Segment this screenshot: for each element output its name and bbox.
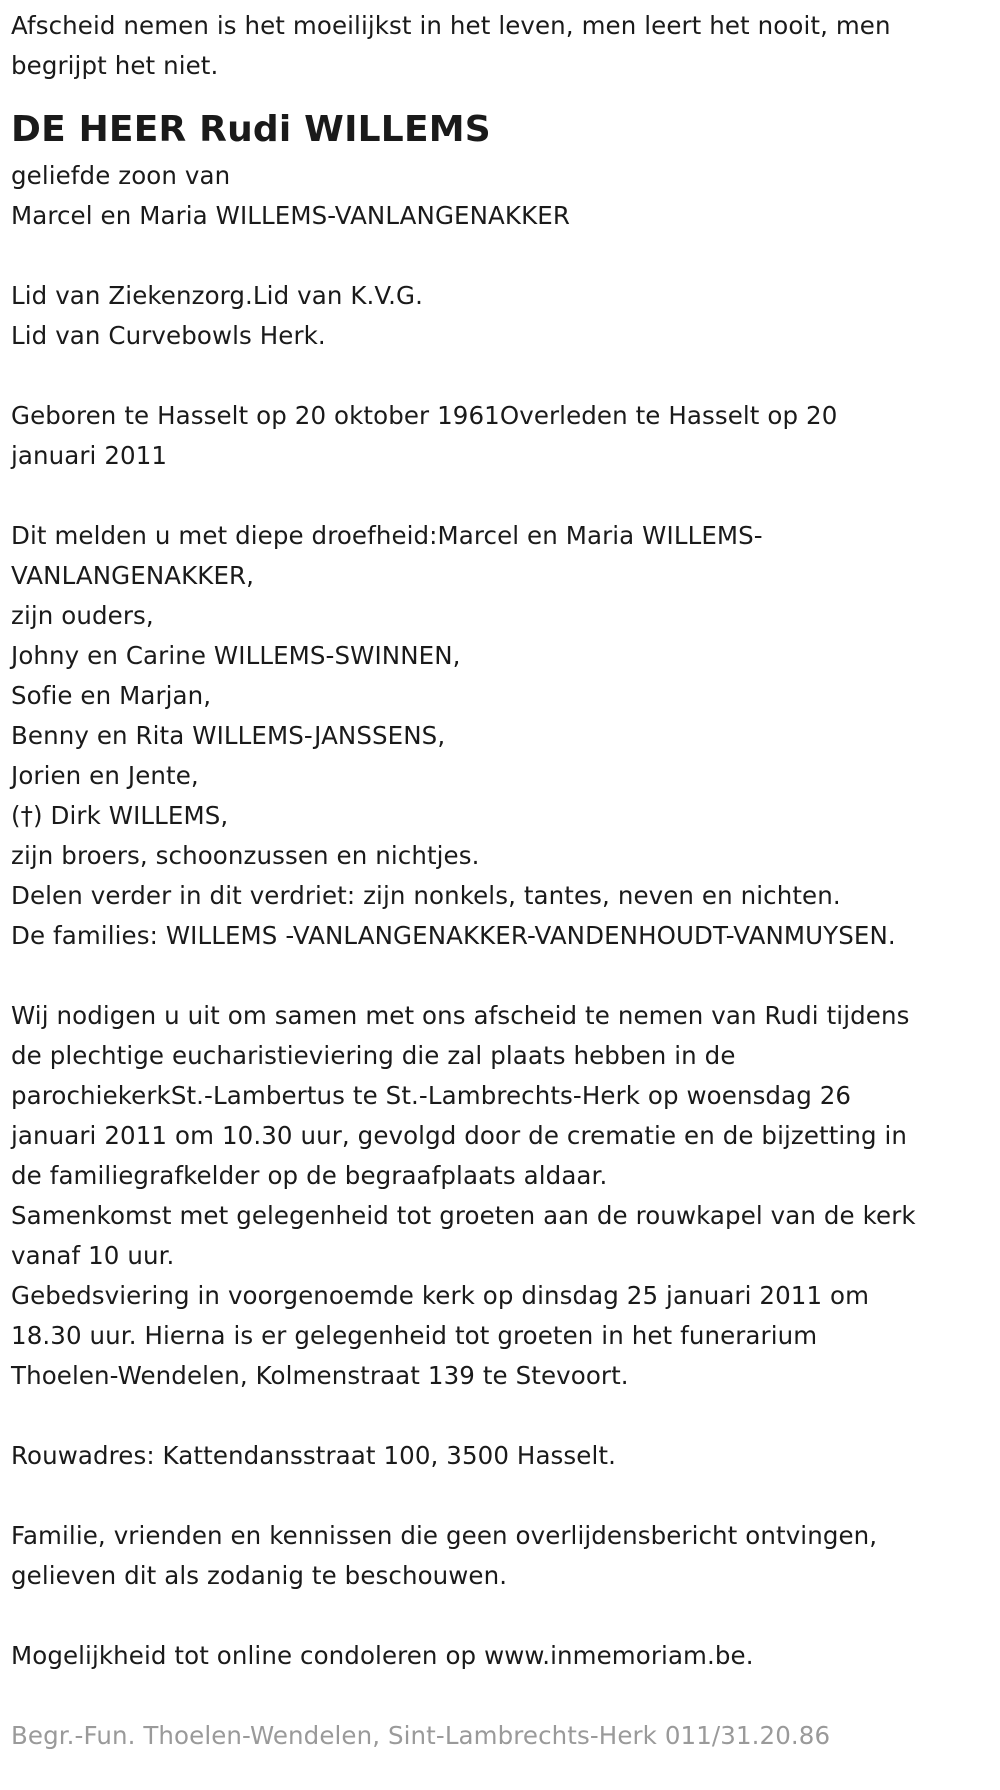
spacer (11, 86, 980, 104)
membership-line: Lid van Ziekenzorg.Lid van K.V.G. (11, 281, 423, 310)
parents-intro-line: geliefde zoon van (11, 161, 231, 190)
ceremony-line: vanaf 10 uur. (11, 1241, 175, 1270)
dates-paragraph (11, 396, 980, 476)
ceremony-line: januari 2011 om 10.30 uur, gevolgd door de crematie en de bijzetting in (11, 1121, 908, 1150)
spacer (11, 236, 980, 276)
dates-line: januari 2011 (11, 441, 168, 470)
ceremony-line: 18.30 uur. Hierna is er gelegenheid tot groeten in het funerarium (11, 1321, 818, 1350)
family-line: De families: WILLEMS -VANLANGENAKKER-VANDENHOUDT-VANMUYSEN. (11, 921, 896, 950)
family-line: Jorien en Jente, (11, 761, 199, 790)
family-line: Dit melden u met diepe droefheid:Marcel en Maria WILLEMS- (11, 521, 763, 550)
family-line: Delen verder in dit verdriet: zijn nonkels, tantes, neven en nichten. (11, 881, 841, 910)
dates-line: Geboren te Hasselt op 20 oktober 1961Overleden te Hasselt op 20 (11, 401, 838, 430)
motto-paragraph (11, 6, 980, 86)
memberships-paragraph (11, 276, 980, 356)
online-condolence-note: Mogelijkheid tot online condoleren op www.inmemoriam.be. (11, 1641, 754, 1670)
membership-line: Lid van Curvebowls Herk. (11, 321, 326, 350)
family-line: Benny en Rita WILLEMS-JANSSENS, (11, 721, 446, 750)
spacer (11, 1396, 980, 1436)
spacer (11, 356, 980, 396)
notice-line: gelieven dit als zodanig te beschouwen. (11, 1561, 508, 1590)
family-line: Sofie en Marjan, (11, 681, 212, 710)
spacer (11, 1476, 980, 1516)
funeral-home-footer: Begr.-Fun. Thoelen-Wendelen, Sint-Lambrechts-Herk 011/31.20.86 (11, 1721, 831, 1750)
ceremony-line: de plechtige eucharistieviering die zal plaats hebben in de (11, 1041, 736, 1070)
ceremony-line: Thoelen-Wendelen, Kolmenstraat 139 te Stevoort. (11, 1361, 629, 1390)
spacer (11, 1596, 980, 1636)
parents-intro-paragraph (11, 156, 980, 236)
family-line: (†) Dirk WILLEMS, (11, 801, 229, 830)
spacer (11, 476, 980, 516)
family-paragraph (11, 516, 980, 956)
ceremony-line: Wij nodigen u uit om samen met ons afscheid te nemen van Rudi tijdens (11, 1001, 910, 1030)
spacer (11, 1676, 980, 1716)
motto-line: Afscheid nemen is het moeilijkst in het leven, men leert het nooit, men (11, 11, 891, 40)
family-line: Johny en Carine WILLEMS-SWINNEN, (11, 641, 461, 670)
ceremony-line: parochiekerkSt.-Lambertus te St.-Lambrechts-Herk op woensdag 26 (11, 1081, 852, 1110)
notice-paragraph (11, 1516, 980, 1596)
notice-line: Familie, vrienden en kennissen die geen overlijdensbericht ontvingen, (11, 1521, 878, 1550)
ceremony-line: de familiegrafkelder op de begraafplaats aldaar. (11, 1161, 608, 1190)
motto-line: begrijpt het niet. (11, 51, 219, 80)
mourning-address: Rouwadres: Kattendansstraat 100, 3500 Hasselt. (11, 1441, 616, 1470)
family-line: VANLANGENAKKER, (11, 561, 255, 590)
ceremony-paragraph (11, 996, 980, 1396)
family-line: zijn ouders, (11, 601, 154, 630)
ceremony-line: Gebedsviering in voorgenoemde kerk op dinsdag 25 januari 2011 om (11, 1281, 870, 1310)
deceased-name-title: DE HEER Rudi WILLEMS (11, 109, 491, 150)
family-line: zijn broers, schoonzussen en nichtjes. (11, 841, 480, 870)
parents-intro-line: Marcel en Maria WILLEMS-VANLANGENAKKER (11, 201, 570, 230)
ceremony-line: Samenkomst met gelegenheid tot groeten aan de rouwkapel van de kerk (11, 1201, 916, 1230)
spacer (11, 956, 980, 996)
